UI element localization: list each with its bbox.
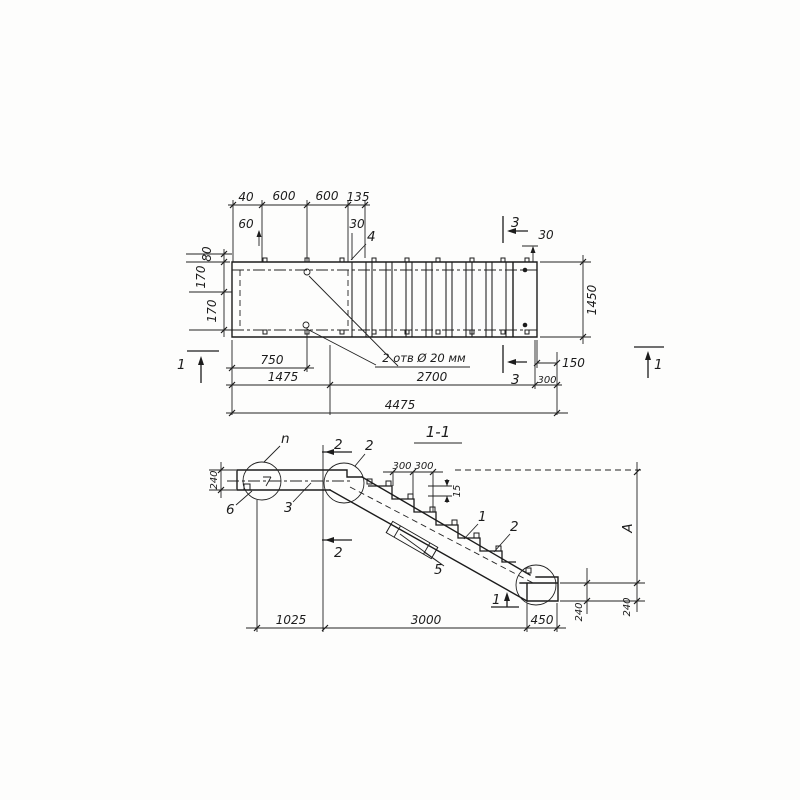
label-n: n: [281, 431, 290, 447]
label-pos-5: 5: [434, 562, 443, 578]
plan-view: [177, 189, 664, 416]
label-node2-leader: [355, 454, 365, 466]
platform-bar: [237, 470, 362, 490]
splice-plate: [386, 521, 438, 558]
section-mark-1-right: [634, 347, 664, 378]
plan-outline: [232, 262, 537, 337]
section-3-label: 3: [511, 372, 520, 388]
dim-lines: [560, 462, 645, 617]
label-2-leader: [494, 534, 510, 552]
dim-15: 15: [452, 484, 463, 498]
section-right-dims: [455, 462, 645, 622]
plan-tread-lines: [352, 262, 506, 337]
dim-240-left: 240: [209, 470, 220, 490]
label-pos-1: 1: [478, 509, 487, 525]
label-pos-3: 3: [284, 500, 293, 516]
plan-left-dims: [186, 246, 232, 337]
section-mark-2: [322, 437, 352, 632]
section-view: [209, 423, 645, 632]
dim-300-a: 300: [392, 461, 412, 472]
mark-lines: [503, 345, 527, 373]
bottom-embed-plate: [526, 568, 531, 573]
section-2-label-top: 2: [334, 437, 343, 453]
platform-hole-2: [303, 322, 309, 328]
dim-1450: 1450: [585, 284, 599, 316]
dim-2700: 2700: [416, 370, 448, 384]
hole-note-text: 2 отв Ø 20 мм: [382, 351, 466, 365]
mark-arrow: [507, 359, 516, 365]
dim-4475: 4475: [384, 398, 416, 412]
dim-240-right: 240: [622, 597, 633, 617]
weld-flag: [263, 477, 271, 486]
label-pos-4: 4: [367, 229, 376, 245]
dim-300: 300: [537, 375, 557, 386]
dim-170-a: 170: [194, 265, 208, 289]
plan-axis-lines: [232, 270, 537, 330]
plan-top-dims: [228, 189, 376, 262]
dim-600-b: 600: [315, 189, 339, 203]
label-1-leader: [464, 524, 478, 539]
dim-40: 40: [238, 190, 254, 204]
dim-170-b: 170: [205, 299, 219, 323]
dim-750: 750: [260, 353, 284, 367]
mark-arrows: [325, 449, 334, 543]
dim-30-a: 30: [349, 217, 365, 231]
node-circle-middle: [324, 463, 364, 503]
label-n-leader: [264, 446, 280, 462]
section-2-label-bottom: 2: [334, 545, 343, 561]
label-node-2: 2: [365, 438, 374, 454]
mark-arrow: [645, 351, 651, 360]
section-1-label: 1: [177, 357, 186, 373]
pos-4-leader: [351, 244, 366, 260]
end-plate-hole-1: [523, 268, 528, 273]
mark-arrow: [198, 356, 204, 365]
dim-450: 450: [530, 613, 554, 627]
dim-A: A: [620, 523, 636, 533]
dim-600-a: 600: [272, 189, 296, 203]
end-plate-hole-2: [523, 323, 528, 328]
splice-plate-body: [386, 521, 438, 558]
node-circle-bottom: [516, 565, 556, 605]
dim-80: 80: [200, 246, 214, 262]
dim-60-arrow: [257, 230, 262, 237]
dim-1475: 1475: [267, 370, 299, 384]
section-title: 1-1: [425, 423, 451, 441]
node-1-label: 1: [492, 592, 501, 608]
label-pos-6: 6: [226, 502, 235, 518]
mark-lines: [322, 452, 352, 540]
dim-3000: 3000: [410, 613, 442, 627]
section-mark-3-bottom: [503, 345, 527, 388]
dim-15-arrows: [445, 480, 450, 502]
mark-lines: [187, 351, 219, 383]
label-6-leader: [236, 491, 252, 505]
section-1-label: 1: [654, 357, 663, 373]
dim-lines: [537, 255, 591, 415]
section-3-label: 3: [511, 215, 520, 231]
bottom-support: [520, 577, 558, 601]
dim-240-node: 240: [574, 602, 585, 622]
label-pos-2: 2: [510, 519, 519, 535]
label-3-leader: [293, 483, 311, 502]
dim-150: 150: [562, 356, 585, 370]
dim-ticks: [534, 259, 586, 366]
dim-line: [228, 200, 370, 262]
dim-30b-arrow: [531, 246, 536, 253]
section-mark-1-left: [177, 351, 219, 383]
dim-30-b: 30: [538, 228, 554, 242]
left-240-dim: [209, 462, 236, 498]
dim-60: 60: [238, 217, 254, 231]
dim-135: 135: [346, 190, 370, 204]
dim-30b-line: [522, 246, 538, 262]
dim-300-b: 300: [414, 461, 434, 472]
step-dims: [383, 461, 463, 512]
mark-arrow: [504, 592, 510, 601]
dim-1025: 1025: [275, 613, 307, 627]
dim-ticks: [584, 469, 640, 604]
plan-edge-tabs: [263, 258, 529, 334]
section-mark-3-top: [503, 215, 528, 243]
plan-platform-dashed: [240, 270, 348, 330]
